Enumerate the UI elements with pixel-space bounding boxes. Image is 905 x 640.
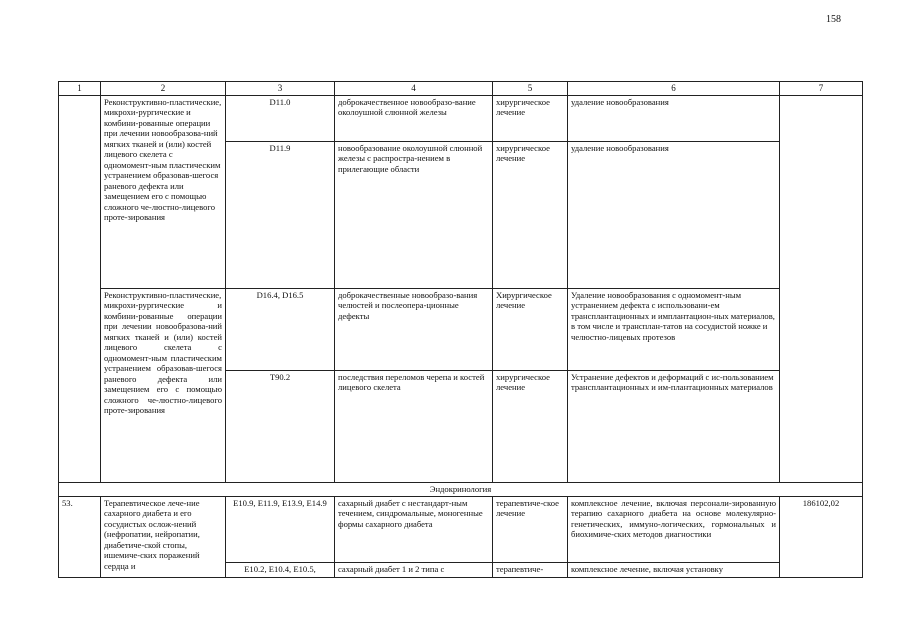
column-number: 1 — [59, 82, 101, 96]
diagnosis-cell: новообразование околоушной слюнной железы с распростра-нением в прилегающие области — [335, 141, 493, 288]
treatment-type-cell: Хирургическое лечение — [493, 288, 568, 370]
treatment-type-cell: хирургическое лечение — [493, 95, 568, 141]
service-name-cell: Реконструктивно-пластические, микрохи-рургические и комбини-рованные операции при лечении новообразова-ний мягких тканей и (или) костей лицевого скелета с одномомент-ным пластическим устранением образовав-шегося раневого дефекта или замещением его с помощью сложного че-люстно-лицевого проте-зирования — [101, 288, 226, 482]
treatment-method-cell: Устранение дефектов и деформаций с ис-пользованием трансплантационных и им-плантационных материалов — [568, 370, 780, 482]
icd-codes-cell: D16.4, D16.5 — [226, 288, 335, 370]
icd-codes-cell: T90.2 — [226, 370, 335, 482]
treatment-method-cell: удаление новообразования — [568, 95, 780, 141]
column-number-row — [59, 82, 863, 96]
icd-codes-cell: E10.2, E10.4, E10.5, — [226, 562, 335, 577]
column-number: 7 — [780, 82, 863, 96]
treatment-type-cell: хирургическое лечение — [493, 141, 568, 288]
service-name-cell: Реконструктивно-пластические, микрохи-рургические и комбини-рованные операции при лечении новообразова-ний мягких тканей и (или) костей лицевого скелета с одномомент-ным пластическим устранением образовав-шегося раневого дефекта или замещением его с помощью сложного че-люстно-лицевого проте-зирования — [101, 95, 226, 288]
treatment-method-cell: удаление новообразования — [568, 141, 780, 288]
treatment-type-cell: хирургическое лечение — [493, 370, 568, 482]
table-row — [59, 288, 863, 370]
icd-codes-cell: E10.9, E11.9, E13.9, E14.9 — [226, 496, 335, 562]
item-number-cell: 53. — [59, 496, 101, 577]
icd-codes-cell: D11.0 — [226, 95, 335, 141]
diagnosis-cell: сахарный диабет 1 и 2 типа с — [335, 562, 493, 577]
price-cell: 186102,02 — [780, 496, 863, 577]
diagnosis-cell: сахарный диабет с нестандарт-ным течением, синдромальные, моногенные формы сахарного диабета — [335, 496, 493, 562]
treatment-method-cell: Удаление новообразования с одномомент-ным устранением дефекта с использовани-ем трансплантационных и имплантацион-ных материалов, в том числе и трансплан-татов на сосудистой ножке и челюстно-лицевых протезов — [568, 288, 780, 370]
services-table — [58, 81, 863, 578]
column-number: 6 — [568, 82, 780, 96]
price-cell — [780, 95, 863, 482]
treatment-type-cell: терапевтиче-ское лечение — [493, 496, 568, 562]
section-title: Эндокринология — [59, 482, 863, 496]
treatment-method-cell: комплексное лечение, включая персонали-зированную терапию сахарного диабета на основе молекулярно-генетических, иммуно-логических, гормональных и биохимиче-ских методов диагностики — [568, 496, 780, 562]
diagnosis-cell: последствия переломов черепа и костей лицевого скелета — [335, 370, 493, 482]
diagnosis-cell: доброкачественное новообразо-вание околоушной слюнной железы — [335, 95, 493, 141]
page-number: 158 — [826, 14, 841, 25]
table-row — [59, 95, 863, 141]
section-row — [59, 482, 863, 496]
treatment-method-cell: комплексное лечение, включая установку — [568, 562, 780, 577]
diagnosis-cell: доброкачественные новообразо-вания челюстей и послеопера-ционные дефекты — [335, 288, 493, 370]
treatment-type-cell: терапевтиче- — [493, 562, 568, 577]
service-name-cell: Терапевтическое лече-ние сахарного диабета и его сосудистых ослож-нений (нефропатии, нейропатии, диабетиче-ской стопы, ишемиче-ских поражений сердца и — [101, 496, 226, 577]
column-number: 5 — [493, 82, 568, 96]
icd-codes-cell: D11.9 — [226, 141, 335, 288]
column-number: 4 — [335, 82, 493, 96]
item-number-cell — [59, 95, 101, 482]
column-number: 2 — [101, 82, 226, 96]
table-row — [59, 496, 863, 562]
column-number: 3 — [226, 82, 335, 96]
